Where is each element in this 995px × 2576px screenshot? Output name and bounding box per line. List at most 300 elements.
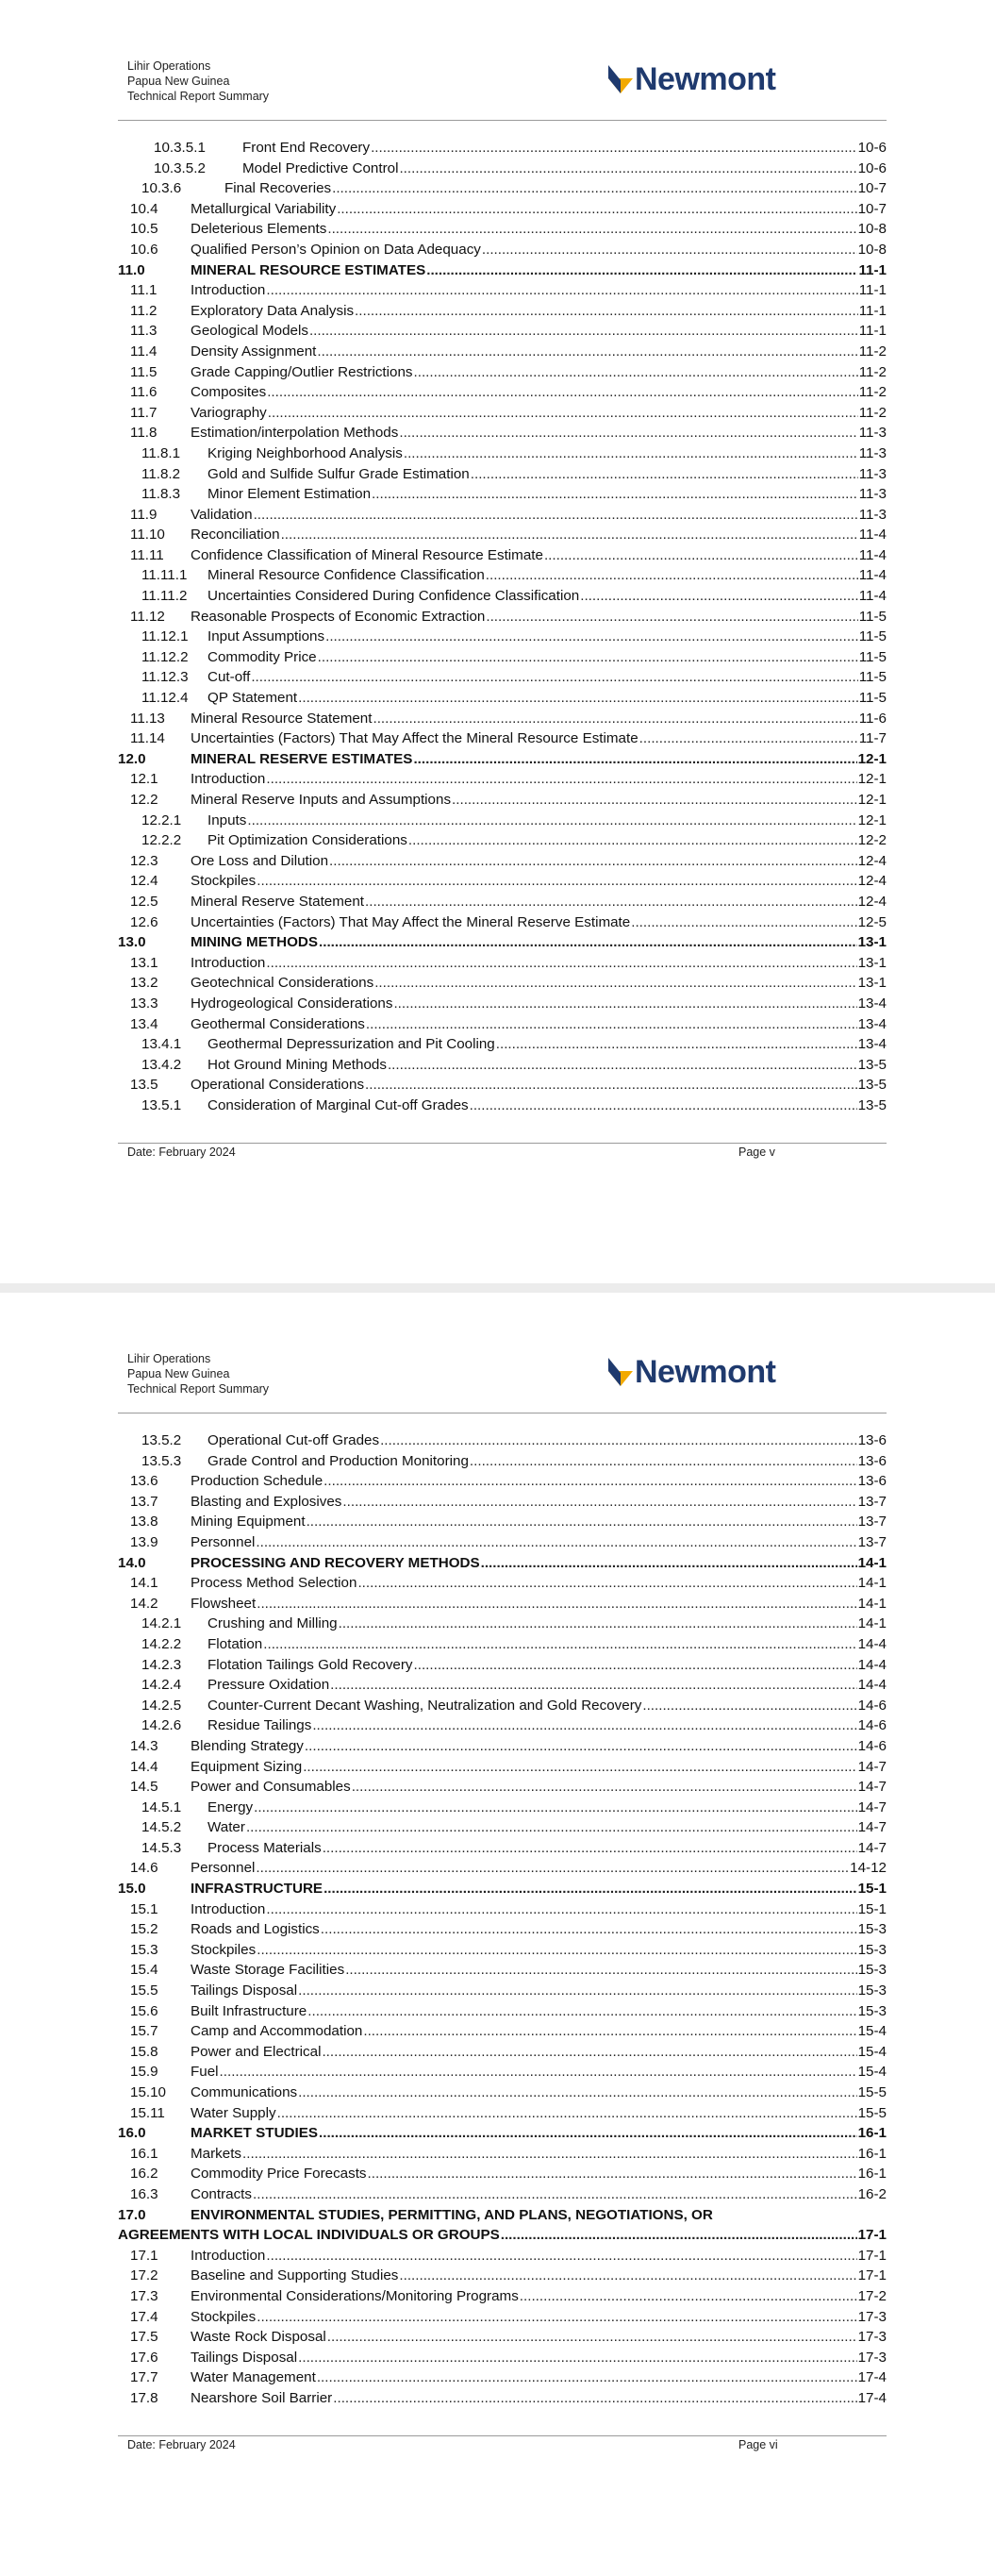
toc-dot-leader	[323, 1879, 857, 1899]
toc-entry-number: 12.2.2	[141, 832, 182, 849]
toc-entry-page: 15-4	[857, 2064, 887, 2081]
toc-dot-leader	[408, 830, 857, 851]
toc-entry[interactable]	[118, 2103, 887, 2124]
toc-entry[interactable]	[118, 2123, 887, 2144]
toc-dot-leader	[486, 607, 857, 627]
toc-entry[interactable]	[118, 2083, 887, 2103]
toc-dot-leader	[257, 1594, 856, 1614]
toc-entry[interactable]	[118, 1034, 887, 1055]
toc-entry[interactable]	[118, 1919, 887, 1940]
toc-entry-title: Fuel	[191, 2064, 219, 2081]
toc-entry-number: 13.4	[130, 1015, 158, 1032]
toc-entry-title: Tailings Disposal	[191, 2349, 298, 2366]
toc-entry-number: 15.6	[130, 2002, 158, 2019]
toc-entry-title: Reasonable Prospects of Economic Extraction	[191, 608, 486, 625]
toc-entry-title: Geothermal Considerations	[191, 1015, 365, 1032]
toc-entry[interactable]	[118, 219, 887, 240]
toc-entry[interactable]	[118, 1777, 887, 1798]
toc-entry[interactable]	[118, 1553, 887, 1574]
toc-entry[interactable]	[118, 1675, 887, 1696]
toc-entry[interactable]	[118, 403, 887, 424]
toc-entry-page: 12-2	[857, 832, 887, 849]
toc-entry-number: 14.5.1	[141, 1798, 182, 1815]
toc-dot-leader	[365, 1075, 857, 1096]
toc-entry-page: 14-6	[857, 1717, 887, 1734]
toc-entry-title: Geothermal Depressurization and Pit Cooling	[207, 1036, 495, 1053]
toc-entry-page: 13-6	[857, 1473, 887, 1490]
toc-dot-leader	[318, 647, 858, 668]
toc-dot-leader	[263, 1634, 856, 1655]
toc-dot-leader	[256, 1532, 856, 1553]
toc-entry-page: 13-5	[857, 1077, 887, 1094]
toc-dot-leader	[266, 953, 856, 974]
toc-entry[interactable]	[118, 423, 887, 443]
footer-divider	[118, 2435, 887, 2436]
toc-entry-page: 11-6	[858, 710, 887, 727]
toc-entry-number: 11.2	[130, 302, 158, 319]
toc-entry[interactable]	[118, 1014, 887, 1035]
toc-entry-title: Variography	[191, 404, 267, 421]
toc-entry-title: Water	[207, 1819, 245, 1836]
toc-entry-title: Baseline and Supporting Studies	[191, 2267, 399, 2284]
toc-entry-number: 15.11	[130, 2104, 165, 2121]
toc-entry[interactable]	[118, 607, 887, 627]
toc-dot-leader	[317, 342, 857, 362]
toc-entry-page: 12-1	[857, 792, 887, 808]
toc-entry[interactable]	[118, 1858, 887, 1879]
toc-entry[interactable]	[118, 505, 887, 526]
toc-entry-number: 11.12	[130, 608, 165, 625]
toc-dot-leader	[639, 728, 858, 749]
toc-dot-leader	[580, 586, 857, 607]
toc-entry-number: 12.2	[130, 792, 158, 808]
toc-entry-page: 12-5	[857, 913, 887, 930]
toc-entry[interactable]	[118, 1940, 887, 1961]
header-country: Papua New Guinea	[127, 75, 230, 88]
toc-entry-page: 11-2	[858, 404, 887, 421]
toc-entry[interactable]	[118, 2307, 887, 2328]
toc-entry-number: 14.2.1	[141, 1615, 182, 1632]
toc-entry-title: Deleterious Elements	[191, 221, 327, 238]
toc-entry[interactable]	[118, 342, 887, 362]
toc-entry-number: 12.2.1	[141, 811, 182, 828]
toc-entry-number: 11.5	[130, 363, 158, 380]
toc-entry-title: Metallurgical Variability	[191, 200, 337, 217]
toc-entry[interactable]	[118, 932, 887, 953]
toc-dot-leader	[309, 321, 858, 342]
toc-entry-title: Geotechnical Considerations	[191, 975, 374, 992]
toc-entry[interactable]	[118, 1594, 887, 1614]
toc-entry-number: 11.8.1	[141, 444, 181, 461]
toc-entry-page: 16-1	[857, 2166, 887, 2183]
toc-entry[interactable]	[118, 769, 887, 790]
toc-entry[interactable]	[118, 1960, 887, 1981]
toc-entry-title: Cut-off	[207, 669, 251, 686]
toc-entry[interactable]	[118, 627, 887, 647]
toc-dot-leader	[266, 280, 857, 301]
toc-entry[interactable]	[118, 1471, 887, 1492]
toc-entry-title: Pressure Oxidation	[207, 1677, 330, 1694]
toc-entry[interactable]	[118, 1817, 887, 1838]
toc-entry[interactable]	[118, 912, 887, 933]
toc-entry-number: 14.2	[130, 1595, 158, 1612]
toc-dot-leader	[319, 2123, 857, 2144]
toc-entry-title: Stockpiles	[191, 2308, 257, 2325]
toc-entry-number: 17.2	[130, 2267, 158, 2284]
toc-entry-page: 10-8	[857, 241, 887, 258]
toc-entry-number: 11.12.3	[141, 669, 189, 686]
toc-entry-page: 11-2	[858, 343, 887, 360]
toc-entry-number: 12.5	[130, 893, 158, 910]
toc-entry-title: Personnel	[191, 1860, 256, 1877]
toc-entry[interactable]	[118, 260, 887, 281]
toc-dot-leader	[256, 1858, 849, 1879]
toc-entry-page: 15-3	[857, 1962, 887, 1979]
toc-dot-leader	[220, 2062, 857, 2083]
toc-entry-title: INFRASTRUCTURE	[191, 1881, 323, 1898]
toc-entry[interactable]	[118, 1899, 887, 1920]
toc-entry[interactable]	[118, 565, 887, 586]
toc-entry-number: 11.3	[130, 323, 158, 340]
toc-entry[interactable]	[118, 709, 887, 729]
toc-entry[interactable]	[118, 2327, 887, 2348]
toc-entry[interactable]	[118, 2001, 887, 2022]
toc-entry-number: 14.2.3	[141, 1656, 182, 1673]
toc-dot-leader	[470, 1451, 857, 1472]
toc-entry-title: Stockpiles	[191, 873, 257, 890]
toc-entry[interactable]	[118, 2367, 887, 2388]
toc-entry-number: 10.5	[130, 221, 158, 238]
toc-entry[interactable]	[118, 688, 887, 709]
toc-entry-title: Communications	[191, 2084, 298, 2100]
toc-entry[interactable]	[118, 545, 887, 566]
toc-entry[interactable]	[118, 1430, 887, 1451]
toc-entry[interactable]	[118, 280, 887, 301]
toc-entry-title: Residue Tailings	[207, 1717, 312, 1734]
page-header-text	[127, 59, 269, 104]
toc-entry-number: 11.8	[130, 425, 158, 442]
toc-entry[interactable]	[118, 2205, 887, 2226]
toc-entry[interactable]	[118, 321, 887, 342]
toc-entry-number: 15.0	[118, 1881, 146, 1898]
toc-entry[interactable]	[118, 1981, 887, 2001]
toc-entry-page: 12-4	[857, 893, 887, 910]
toc-entry[interactable]	[118, 2144, 887, 2165]
toc-entry[interactable]	[118, 586, 887, 607]
toc-entry-number: 15.10	[130, 2084, 167, 2100]
toc-entry[interactable]	[118, 2286, 887, 2307]
toc-entry-title: Confidence Classification of Mineral Resource Estimate	[191, 546, 543, 563]
newmont-logo	[608, 62, 776, 96]
toc-entry[interactable]	[118, 2266, 887, 2286]
toc-entry-page: 11-3	[858, 506, 887, 523]
toc-dot-leader	[399, 2266, 856, 2286]
toc-entry[interactable]	[118, 728, 887, 749]
footer-date: Date: February 2024	[127, 2438, 236, 2451]
toc-entry-page: 11-4	[858, 546, 887, 563]
toc-entry-page: 13-5	[857, 1096, 887, 1113]
toc-entry-title: MINING METHODS	[191, 934, 318, 951]
toc-entry-page: 11-3	[858, 444, 887, 461]
toc-entry[interactable]	[118, 2348, 887, 2368]
toc-entry-title: Pit Optimization Considerations	[207, 832, 407, 849]
toc-dot-leader	[332, 178, 856, 199]
toc-entry-number: 13.0	[118, 934, 146, 951]
toc-entry[interactable]	[118, 484, 887, 505]
toc-entry-page: 11-5	[858, 648, 887, 665]
table-of-contents	[118, 138, 887, 1116]
toc-entry-title: Blasting and Explosives	[191, 1493, 342, 1510]
document-page	[0, 1293, 995, 2576]
toc-dot-leader	[254, 505, 858, 526]
toc-dot-leader	[330, 1675, 856, 1696]
toc-entry-number: 13.5.2	[141, 1432, 182, 1448]
toc-entry-number: 11.14	[130, 730, 165, 747]
toc-entry-number: 12.6	[130, 913, 158, 930]
toc-dot-leader	[325, 627, 858, 647]
toc-entry-title: AGREEMENTS WITH LOCAL INDIVIDUALS OR GROUPS	[118, 2227, 500, 2244]
toc-entry[interactable]	[118, 2388, 887, 2409]
toc-entry-number: 16.3	[130, 2185, 158, 2202]
toc-entry[interactable]	[118, 178, 887, 199]
toc-entry-title: Validation	[191, 506, 253, 523]
toc-entry[interactable]	[118, 2184, 887, 2205]
page-header-text	[127, 1351, 269, 1397]
toc-entry[interactable]	[118, 1879, 887, 1899]
toc-entry-page: 15-5	[857, 2104, 887, 2121]
toc-entry-page: 11-1	[858, 282, 887, 299]
toc-entry-number: 17.4	[130, 2308, 158, 2325]
toc-entry-page: 11-7	[858, 730, 887, 747]
toc-entry-page: 14-1	[857, 1595, 887, 1612]
toc-dot-leader	[321, 1919, 857, 1940]
toc-entry-page: 13-1	[857, 954, 887, 971]
toc-entry[interactable]	[118, 1757, 887, 1778]
toc-entry[interactable]	[118, 2225, 887, 2246]
toc-entry[interactable]	[118, 138, 887, 159]
toc-entry[interactable]	[118, 1451, 887, 1472]
toc-entry[interactable]	[118, 830, 887, 851]
newmont-logo-wordmark: Newmont	[635, 61, 776, 97]
toc-dot-leader	[486, 565, 858, 586]
toc-entry[interactable]	[118, 362, 887, 383]
toc-entry-title: Waste Rock Disposal	[191, 2329, 326, 2346]
toc-entry[interactable]	[118, 1838, 887, 1859]
toc-entry[interactable]	[118, 2164, 887, 2184]
toc-entry-title: Mining Equipment	[191, 1514, 306, 1531]
toc-entry-number: 14.5.3	[141, 1839, 182, 1856]
toc-dot-leader	[496, 1034, 857, 1055]
toc-entry[interactable]	[118, 811, 887, 831]
toc-entry[interactable]	[118, 1055, 887, 1076]
toc-dot-leader	[329, 851, 857, 872]
toc-entry[interactable]	[118, 749, 887, 770]
toc-entry-page: 16-2	[857, 2185, 887, 2202]
toc-entry-number: 10.3.6	[141, 180, 182, 197]
toc-entry-title: Density Assignment	[191, 343, 317, 360]
toc-entry-title: Consideration of Marginal Cut-off Grades	[207, 1096, 469, 1113]
toc-dot-leader	[373, 709, 857, 729]
toc-entry-number: 15.1	[130, 1900, 158, 1917]
toc-dot-leader	[312, 1715, 856, 1736]
footer-date: Date: February 2024	[127, 1146, 236, 1159]
toc-entry[interactable]	[118, 159, 887, 179]
toc-entry-title: Input Assumptions	[207, 628, 325, 645]
toc-entry[interactable]	[118, 1715, 887, 1736]
toc-entry-title: Flotation	[207, 1635, 263, 1652]
toc-entry[interactable]	[118, 1096, 887, 1116]
toc-entry-page: 11-1	[858, 261, 887, 278]
toc-dot-leader	[337, 199, 856, 220]
toc-entry-title: Process Method Selection	[191, 1575, 357, 1592]
toc-dot-leader	[345, 1960, 856, 1981]
toc-entry[interactable]	[118, 382, 887, 403]
toc-entry-title: Commodity Price	[207, 648, 317, 665]
toc-entry-number: 11.12.2	[141, 648, 189, 665]
toc-entry[interactable]	[118, 1634, 887, 1655]
toc-entry-number: 14.2.6	[141, 1717, 182, 1734]
toc-entry-page: 17-4	[857, 2389, 887, 2406]
toc-entry-number: 14.2.2	[141, 1635, 182, 1652]
toc-entry-number: 12.4	[130, 873, 158, 890]
toc-entry[interactable]	[118, 1696, 887, 1716]
toc-dot-leader	[333, 2388, 856, 2409]
toc-entry-number: 13.1	[130, 954, 158, 971]
toc-entry-title: Camp and Accommodation	[191, 2023, 363, 2040]
toc-entry-page: 12-4	[857, 852, 887, 869]
toc-dot-leader	[242, 2144, 857, 2165]
toc-entry-title: Environmental Considerations/Monitoring Programs	[191, 2287, 519, 2304]
toc-entry[interactable]	[118, 667, 887, 688]
toc-entry-page: 13-7	[857, 1533, 887, 1550]
toc-entry-page: 17-3	[857, 2308, 887, 2325]
toc-dot-leader	[257, 1940, 856, 1961]
toc-entry[interactable]	[118, 790, 887, 811]
toc-dot-leader	[253, 2184, 857, 2205]
toc-dot-leader	[544, 545, 858, 566]
toc-entry[interactable]	[118, 464, 887, 485]
toc-entry-page: 12-1	[857, 811, 887, 828]
toc-entry[interactable]	[118, 892, 887, 912]
toc-entry-number: 11.13	[130, 710, 165, 727]
toc-dot-leader	[298, 1981, 856, 2001]
toc-dot-leader	[298, 2083, 856, 2103]
toc-dot-leader	[317, 2367, 857, 2388]
toc-entry-page: 14-4	[857, 1677, 887, 1694]
toc-entry-page: 11-2	[858, 384, 887, 401]
toc-entry-page: 13-4	[857, 1036, 887, 1053]
toc-entry-number: 15.3	[130, 1941, 158, 1958]
toc-entry-page: 17-2	[857, 2287, 887, 2304]
toc-entry[interactable]	[118, 199, 887, 220]
toc-dot-leader	[374, 973, 856, 994]
toc-entry-page: 13-6	[857, 1452, 887, 1469]
toc-entry-page: 11-2	[858, 363, 887, 380]
toc-entry-number: 15.7	[130, 2023, 158, 2040]
toc-entry-number: 10.3.5.1	[154, 140, 206, 156]
toc-entry[interactable]	[118, 525, 887, 545]
toc-entry[interactable]	[118, 1532, 887, 1553]
toc-entry[interactable]	[118, 2021, 887, 2042]
toc-dot-leader	[355, 301, 858, 322]
table-of-contents	[118, 1430, 887, 2409]
toc-entry[interactable]	[118, 1798, 887, 1818]
toc-entry-number: 16.1	[130, 2145, 158, 2162]
toc-entry-page: 11-5	[858, 690, 887, 707]
toc-entry[interactable]	[118, 851, 887, 872]
toc-entry[interactable]	[118, 1655, 887, 1676]
toc-entry-number: 14.4	[130, 1758, 158, 1775]
toc-entry-number: 12.3	[130, 852, 158, 869]
toc-entry-number: 14.6	[130, 1860, 158, 1877]
toc-entry-number: 11.1	[130, 282, 158, 299]
toc-dot-leader	[267, 382, 858, 403]
toc-dot-leader	[388, 1055, 857, 1076]
toc-entry-number: 13.4.1	[141, 1036, 182, 1053]
header-report-type: Technical Report Summary	[127, 90, 270, 103]
toc-entry-number: 13.5.3	[141, 1452, 182, 1469]
toc-entry-title: Mineral Resource Statement	[191, 710, 373, 727]
toc-entry[interactable]	[118, 871, 887, 892]
toc-entry-title: Power and Electrical	[191, 2043, 322, 2060]
toc-entry-title: Grade Capping/Outlier Restrictions	[191, 363, 413, 380]
toc-entry-title: Flowsheet	[191, 1595, 257, 1612]
toc-entry-number: 13.8	[130, 1514, 158, 1531]
toc-entry[interactable]	[118, 994, 887, 1014]
toc-entry-title: Qualified Person’s Opinion on Data Adequacy	[191, 241, 481, 258]
toc-entry[interactable]	[118, 1614, 887, 1634]
toc-dot-leader	[393, 994, 856, 1014]
toc-dot-leader	[471, 464, 858, 485]
toc-entry[interactable]	[118, 973, 887, 994]
toc-dot-leader	[327, 2327, 857, 2348]
toc-entry[interactable]	[118, 2042, 887, 2063]
toc-entry-number: 15.8	[130, 2043, 158, 2060]
toc-dot-leader	[404, 443, 858, 464]
toc-entry[interactable]	[118, 1075, 887, 1096]
toc-entry[interactable]	[118, 953, 887, 974]
toc-dot-leader	[414, 362, 858, 383]
toc-entry-title: QP Statement	[207, 690, 298, 707]
toc-entry[interactable]	[118, 1736, 887, 1757]
toc-dot-leader	[257, 2307, 856, 2328]
toc-entry[interactable]	[118, 301, 887, 322]
toc-entry-page: 14-7	[857, 1798, 887, 1815]
toc-entry-number: 14.3	[130, 1737, 158, 1754]
toc-entry-page: 14-6	[857, 1737, 887, 1754]
toc-entry-number: 10.4	[130, 200, 158, 217]
toc-entry[interactable]	[118, 2246, 887, 2267]
toc-entry[interactable]	[118, 240, 887, 260]
toc-entry-page: 10-8	[857, 221, 887, 238]
toc-entry[interactable]	[118, 2062, 887, 2083]
toc-entry-title: Water Supply	[191, 2104, 276, 2121]
toc-entry[interactable]	[118, 443, 887, 464]
toc-entry-number: 15.2	[130, 1921, 158, 1938]
toc-entry-title: Grade Control and Production Monitoring	[207, 1452, 469, 1469]
toc-entry-number: 11.11.2	[141, 588, 188, 605]
toc-entry-number: 13.4.2	[141, 1056, 182, 1073]
toc-entry-number: 11.8.2	[141, 465, 181, 482]
toc-entry-title: MINERAL RESERVE ESTIMATES	[191, 750, 413, 767]
toc-entry[interactable]	[118, 1512, 887, 1532]
toc-dot-leader	[339, 1614, 857, 1634]
toc-dot-leader	[363, 2021, 856, 2042]
toc-entry-title: MARKET STUDIES	[191, 2125, 319, 2142]
toc-entry[interactable]	[118, 1573, 887, 1594]
toc-entry[interactable]	[118, 1492, 887, 1513]
toc-entry[interactable]	[118, 647, 887, 668]
